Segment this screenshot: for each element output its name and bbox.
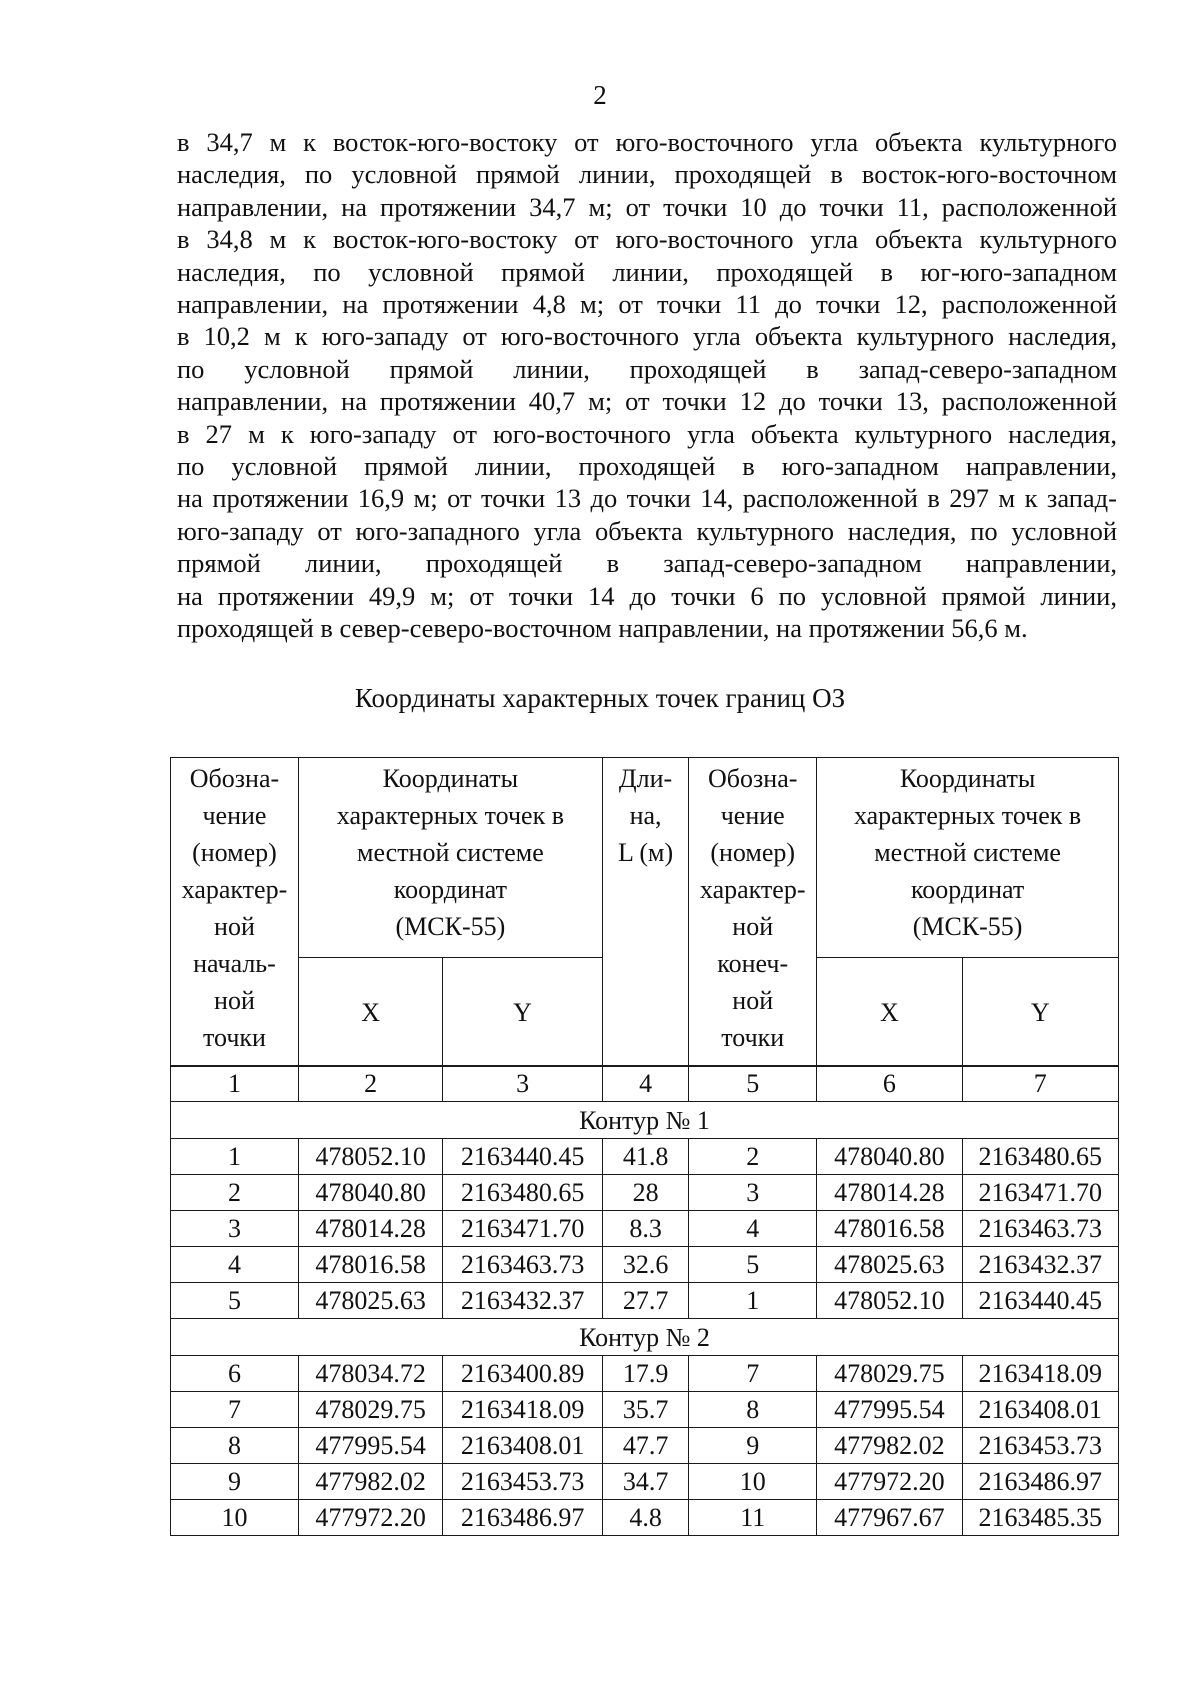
table-cell: 2163408.01 [962, 1392, 1118, 1428]
coordinates-table [170, 1065, 1119, 1536]
page-number: 2 [593, 80, 607, 110]
table-cell: 2163480.65 [962, 1139, 1118, 1175]
paragraph-line: наследия, по условной прямой линии, проходящей в восток-юго-восточном [177, 159, 1117, 190]
header-x-start: X [298, 958, 442, 1067]
header-line: ной [214, 912, 255, 941]
header-end-point [689, 758, 817, 1067]
table-row [171, 1392, 1119, 1428]
table-cell: 3 [689, 1175, 817, 1211]
table-cell: 2163400.89 [443, 1356, 603, 1392]
table-cell: 8.3 [602, 1211, 688, 1247]
paragraph-line: на протяжении 16,9 м; от точки 13 до точки 14, расположенной в 297 м к запад- [177, 483, 1117, 514]
table-cell: 2 [171, 1175, 299, 1211]
header-line: точки [721, 1023, 785, 1052]
table-cell: 2163471.70 [443, 1211, 603, 1247]
contour-title: Контур № 2 [171, 1319, 1119, 1356]
header-line: местной системе [874, 838, 1061, 867]
table-cell: 9 [689, 1428, 817, 1464]
header-length [602, 758, 688, 1067]
header-start-point [171, 758, 299, 1067]
table-cell: 477972.20 [298, 1500, 442, 1536]
table-cell: 478029.75 [298, 1392, 442, 1428]
table-cell: 2163463.73 [443, 1247, 603, 1283]
table-cell: 2163440.45 [962, 1283, 1118, 1319]
table-cell: 478040.80 [298, 1175, 442, 1211]
header-line: L (м) [617, 838, 674, 867]
table-cell: 7 [689, 1356, 817, 1392]
header-start-coords [298, 758, 602, 958]
header-line: характерных точек в [336, 801, 564, 830]
header-line: чение [720, 801, 785, 830]
header-line: конеч- [717, 949, 789, 978]
table-row [171, 1500, 1119, 1536]
header-line: местной системе [357, 838, 544, 867]
table-cell: 477995.54 [817, 1392, 962, 1428]
header-line: (номер) [192, 838, 277, 867]
column-number: 5 [689, 1066, 817, 1102]
table-cell: 7 [171, 1392, 299, 1428]
table-row [171, 1139, 1119, 1175]
table-cell: 478016.58 [817, 1211, 962, 1247]
header-line: Обозна- [189, 764, 280, 793]
table-cell: 478052.10 [298, 1139, 442, 1175]
header-line: Дли- [618, 764, 673, 793]
contour-title-row [171, 1319, 1119, 1356]
header-line: координат [393, 875, 508, 904]
table-cell: 6 [171, 1356, 299, 1392]
table-cell: 2163453.73 [443, 1464, 603, 1500]
paragraph-line: в 10,2 м к юго-западу от юго-восточного угла объекта культурного наследия, [177, 321, 1117, 352]
table-cell: 477982.02 [817, 1428, 962, 1464]
paragraph-line: направлении, на протяжении 40,7 м; от точки 12 до точки 13, расположенной [177, 386, 1117, 417]
table-cell: 2163432.37 [962, 1247, 1118, 1283]
table-cell: 4 [171, 1247, 299, 1283]
table-cell: 3 [171, 1211, 299, 1247]
header-line: характер- [699, 875, 806, 904]
table-cell: 2 [689, 1139, 817, 1175]
table-cell: 478029.75 [817, 1356, 962, 1392]
header-line: координат [910, 875, 1025, 904]
table-cell: 478040.80 [817, 1139, 962, 1175]
table-title: Координаты характерных точек границ ОЗ [354, 683, 846, 713]
table-cell: 478025.63 [817, 1247, 962, 1283]
table-cell: 2163453.73 [962, 1428, 1118, 1464]
contour-title: Контур № 1 [171, 1102, 1119, 1139]
table-header [170, 757, 1119, 1067]
table-cell: 32.6 [602, 1247, 688, 1283]
table-cell: 8 [171, 1428, 299, 1464]
table-cell: 5 [689, 1247, 817, 1283]
table-row [171, 1247, 1119, 1283]
table-cell: 477982.02 [298, 1464, 442, 1500]
column-numbers-row [171, 1066, 1119, 1102]
table-cell: 8 [689, 1392, 817, 1428]
table-cell: 35.7 [602, 1392, 688, 1428]
table-cell: 2163440.45 [443, 1139, 603, 1175]
table-row [171, 1175, 1119, 1211]
table-cell: 47.7 [602, 1428, 688, 1464]
column-number: 3 [443, 1066, 603, 1102]
table-cell: 1 [171, 1139, 299, 1175]
header-end-coords [817, 758, 1119, 958]
paragraph-line: в 34,8 м к восток-юго-востоку от юго-восточного угла объекта культурного [177, 224, 1117, 255]
table-cell: 478014.28 [298, 1211, 442, 1247]
header-line: Координаты [899, 764, 1036, 793]
paragraph-line: направлении, на протяжении 4,8 м; от точки 11 до точки 12, расположенной [177, 289, 1117, 320]
paragraph-line: направлении, на протяжении 34,7 м; от точки 10 до точки 11, расположенной [177, 191, 1117, 222]
table-cell: 5 [171, 1283, 299, 1319]
table-cell: 478052.10 [817, 1283, 962, 1319]
table-cell: 1 [689, 1283, 817, 1319]
table-cell: 478025.63 [298, 1283, 442, 1319]
header-line: точки [202, 1023, 266, 1052]
header-line: характер- [181, 875, 288, 904]
column-number: 1 [171, 1066, 299, 1102]
table-cell: 478034.72 [298, 1356, 442, 1392]
header-line: ной [214, 986, 255, 1015]
header-line: ной [732, 986, 774, 1015]
paragraph-line: по условной прямой линии, проходящей в запад-северо-западном [177, 353, 1117, 384]
header-line: началь- [193, 949, 276, 978]
table-cell: 17.9 [602, 1356, 688, 1392]
header-line: ной [732, 912, 774, 941]
table-row [171, 1211, 1119, 1247]
header-line: Координаты [382, 764, 519, 793]
table-cell: 10 [171, 1500, 299, 1536]
table-cell: 27.7 [602, 1283, 688, 1319]
paragraph-line: в 34,7 м к восток-юго-востоку от юго-восточного угла объекта культурного [177, 127, 1117, 157]
header-line: чение [202, 801, 267, 830]
paragraph-line: в 27 м к юго-западу от юго-восточного угла объекта культурного наследия, [177, 418, 1117, 449]
table-cell: 478016.58 [298, 1247, 442, 1283]
paragraph-line: проходящей в север-северо-восточном направлении, на протяжении 56,6 м. [177, 613, 1028, 644]
table-cell: 10 [689, 1464, 817, 1500]
column-number: 6 [817, 1066, 962, 1102]
table-cell: 2163408.01 [443, 1428, 603, 1464]
table-cell: 477967.67 [817, 1500, 962, 1536]
column-number: 2 [298, 1066, 442, 1102]
table-cell: 2163471.70 [962, 1175, 1118, 1211]
table-cell: 41.8 [602, 1139, 688, 1175]
header-x-end: X [817, 958, 962, 1067]
table-cell: 34.7 [602, 1464, 688, 1500]
table-cell: 2163486.97 [962, 1464, 1118, 1500]
column-number: 4 [602, 1066, 688, 1102]
table-cell: 4 [689, 1211, 817, 1247]
paragraph-line: прямой линии, проходящей в запад-северо-западном направлении, [177, 548, 1117, 579]
header-line: (МСК-55) [395, 912, 506, 941]
header-line: (номер) [710, 838, 796, 867]
table-cell: 4.8 [602, 1500, 688, 1536]
contour-title-row [171, 1102, 1119, 1139]
table-row [171, 1356, 1119, 1392]
paragraph-line: на протяжении 49,9 м; от точки 14 до точки 6 по условной прямой линии, [177, 580, 1117, 611]
column-number: 7 [962, 1066, 1118, 1102]
table-row [171, 1283, 1119, 1319]
table-cell: 477995.54 [298, 1428, 442, 1464]
header-y-end: Y [962, 958, 1118, 1067]
table-cell: 2163432.37 [443, 1283, 603, 1319]
table-cell: 2163486.97 [443, 1500, 603, 1536]
table-row [171, 1428, 1119, 1464]
header-line: характерных точек в [853, 801, 1082, 830]
header-line: на, [629, 801, 662, 830]
paragraph-line: по условной прямой линии, проходящей в юго-западном направлении, [177, 451, 1117, 482]
paragraph-line: наследия, по условной прямой линии, проходящей в юг-юго-западном [177, 256, 1117, 287]
table-cell: 28 [602, 1175, 688, 1211]
table-cell: 2163480.65 [443, 1175, 603, 1211]
body-paragraph [177, 126, 1117, 645]
table-row [171, 1464, 1119, 1500]
header-line: (МСК-55) [912, 912, 1023, 941]
table-cell: 2163485.35 [962, 1500, 1118, 1536]
header-y-start: Y [443, 958, 603, 1067]
table-cell: 2163463.73 [962, 1211, 1118, 1247]
paragraph-line: юго-западу от юго-западного угла объекта культурного наследия, по условной [177, 515, 1117, 546]
header-line: Обозна- [708, 764, 798, 793]
table-cell: 2163418.09 [962, 1356, 1118, 1392]
table-cell: 477972.20 [817, 1464, 962, 1500]
table-cell: 9 [171, 1464, 299, 1500]
table-cell: 2163418.09 [443, 1392, 603, 1428]
table-cell: 11 [689, 1500, 817, 1536]
table-cell: 478014.28 [817, 1175, 962, 1211]
